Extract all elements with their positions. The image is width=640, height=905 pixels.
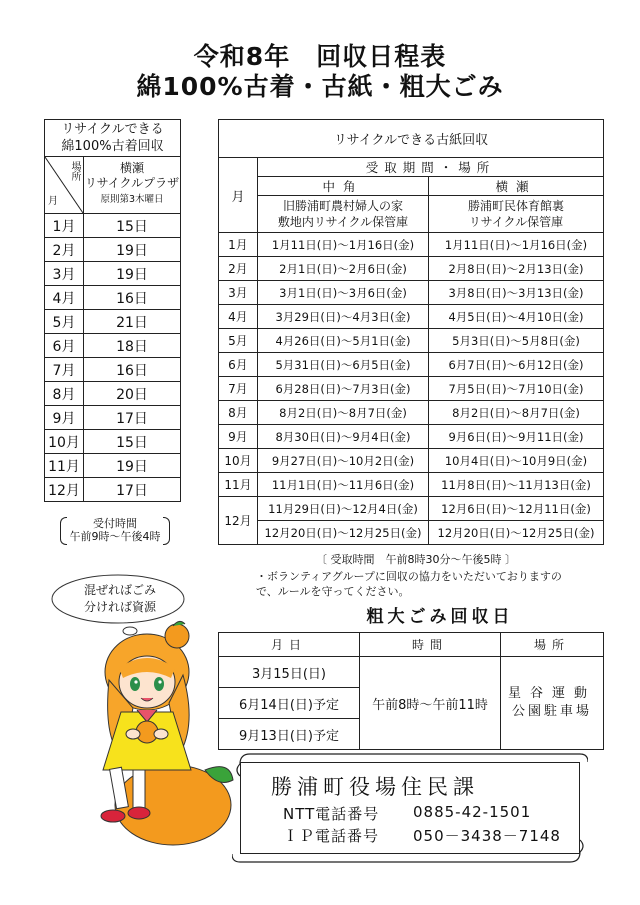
- cloth-corner-header: [45, 157, 84, 214]
- paper-row: [219, 401, 604, 425]
- paper-row: [219, 449, 604, 473]
- cloth-row: [45, 478, 181, 502]
- bubble-line-1: 混ぜればごみ: [83, 583, 156, 597]
- cloth-location-2: リサイクルプラザ: [84, 176, 180, 190]
- ip-number: 050－3438－7148: [413, 827, 561, 845]
- cloth-row: [45, 454, 181, 478]
- cloth-title-line-1: リサイクルできる: [61, 122, 164, 137]
- paper-month-dec: 12月: [219, 497, 258, 545]
- paper-range-nakatsuno: 2月1日(日)～2月6日(金): [258, 257, 429, 281]
- ip-label: ＩＰ電話番号: [283, 827, 380, 845]
- loc1-line-2: 敷地内リサイクル保管庫: [277, 215, 409, 229]
- paper-month: 8月: [219, 401, 258, 425]
- paper-range-nakatsuno: 4月26日(日)～5月1日(金): [258, 329, 429, 353]
- reception-hours: 午前9時～午後4時: [69, 530, 161, 543]
- paper-row: [219, 305, 604, 329]
- cloth-month: 9月: [45, 406, 84, 430]
- paper-month: 5月: [219, 329, 258, 353]
- bulky-place-line-1: 星谷運動: [507, 686, 596, 701]
- page-title: [0, 42, 640, 102]
- bulky-date-2: 6月14日(日)予定: [219, 688, 360, 719]
- paper-row: [219, 377, 604, 401]
- paper-range-yokose: 8月2日(日)～8月7日(金): [429, 401, 604, 425]
- paper-row: [219, 281, 604, 305]
- cloth-row: [45, 262, 181, 286]
- cloth-month: 5月: [45, 310, 84, 334]
- cloth-month: 12月: [45, 478, 84, 502]
- paper-rows: [219, 233, 604, 497]
- paper-month: 3月: [219, 281, 258, 305]
- cloth-month: 4月: [45, 286, 84, 310]
- cloth-row: [45, 310, 181, 334]
- paper-dec-range-b1: 12月6日(日)～12月11日(金): [429, 497, 604, 521]
- mandarin-mascot-icon: [85, 620, 235, 850]
- cloth-reception-time: [60, 517, 170, 543]
- cloth-day: 19日: [84, 238, 181, 262]
- cloth-day: 21日: [84, 310, 181, 334]
- cloth-month: 11月: [45, 454, 84, 478]
- loc2-line-2: リサイクル保管庫: [468, 215, 564, 229]
- cloth-row: [45, 358, 181, 382]
- cloth-rule: 原則第3木曜日: [100, 194, 164, 205]
- bracket-right: [163, 517, 170, 545]
- paper-row: [219, 329, 604, 353]
- cloth-month: 8月: [45, 382, 84, 406]
- paper-month: 2月: [219, 257, 258, 281]
- cloth-month: 6月: [45, 334, 84, 358]
- paper-month: 1月: [219, 233, 258, 257]
- bulky-date-1: 3月15日(日): [219, 657, 360, 688]
- cloth-day: 19日: [84, 262, 181, 286]
- title-line-1: 令和8年 回収日程表: [193, 42, 447, 71]
- paper-range-nakatsuno: 5月31日(日)～6月5日(金): [258, 353, 429, 377]
- paper-month-header: 月: [219, 158, 258, 233]
- bubble-line-2: 分ければ資源: [83, 600, 156, 614]
- cloth-table-title: [45, 120, 181, 157]
- cloth-day: 16日: [84, 286, 181, 310]
- note-line-2: で、ルールを守ってください。: [256, 585, 410, 598]
- bulky-date-3: 9月13日(日)予定: [219, 719, 360, 750]
- cloth-row: [45, 286, 181, 310]
- bulky-schedule-table: [218, 632, 604, 750]
- cloth-row: [45, 334, 181, 358]
- paper-range-nakatsuno: 1月11日(日)～1月16日(金): [258, 233, 429, 257]
- paper-range-nakatsuno: 11月1日(日)～11月6日(金): [258, 473, 429, 497]
- bulky-title: 粗大ごみ回収日: [366, 607, 514, 627]
- paper-range-yokose: 4月5日(日)～4月10日(金): [429, 305, 604, 329]
- paper-dec-range-b2: 12月20日(日)～12月25日(金): [429, 521, 604, 545]
- location-nakatsuno: [258, 196, 429, 233]
- bracket-left: [60, 517, 67, 545]
- bulky-col-date: 月日: [219, 633, 360, 657]
- bulky-place-line-2: 公園駐車場: [511, 704, 592, 719]
- paper-month: 10月: [219, 449, 258, 473]
- paper-schedule-table: [218, 119, 604, 545]
- cloth-day: 20日: [84, 382, 181, 406]
- paper-range-nakatsuno: 3月29日(日)～4月3日(金): [258, 305, 429, 329]
- paper-month: 7月: [219, 377, 258, 401]
- paper-range-nakatsuno: 6月28日(日)～7月3日(金): [258, 377, 429, 401]
- cloth-day: 19日: [84, 454, 181, 478]
- department-name: 勝浦町役場住民課: [271, 775, 479, 799]
- paper-reception-bracket: 〔 受取時間 午前8時30分～午後5時 〕: [316, 553, 516, 566]
- cloth-day: 15日: [84, 214, 181, 238]
- cloth-month: 3月: [45, 262, 84, 286]
- cloth-row: [45, 238, 181, 262]
- cloth-day: 17日: [84, 406, 181, 430]
- paper-row: [219, 353, 604, 377]
- volunteer-note: [256, 569, 596, 599]
- paper-range-yokose: 5月3日(日)～5月8日(金): [429, 329, 604, 353]
- paper-row: [219, 473, 604, 497]
- paper-row: [219, 233, 604, 257]
- reception-label: 受付時間: [93, 517, 137, 530]
- paper-dec-range-a1: 11月29日(日)～12月4日(金): [258, 497, 429, 521]
- paper-row: [219, 425, 604, 449]
- paper-range-yokose: 7月5日(日)～7月10日(金): [429, 377, 604, 401]
- cloth-month: 7月: [45, 358, 84, 382]
- location-yokose: [429, 196, 604, 233]
- cloth-row: [45, 382, 181, 406]
- cloth-location-1: 横瀬: [119, 161, 144, 175]
- paper-table-title: リサイクルできる古紙回収: [219, 120, 604, 158]
- cloth-title-line-2: 綿100%古着回収: [61, 139, 164, 154]
- ntt-number: 0885-42-1501: [413, 803, 532, 821]
- paper-range-yokose: 10月4日(日)～10月9日(金): [429, 449, 604, 473]
- cloth-row: [45, 406, 181, 430]
- paper-reception-time: 受取時間 午前8時30分～午後5時: [330, 553, 502, 566]
- paper-month: 11月: [219, 473, 258, 497]
- title-line-2: 綿100%古着・古紙・粗大ごみ: [136, 72, 504, 101]
- cloth-month: 1月: [45, 214, 84, 238]
- bulky-place: [501, 657, 604, 750]
- corner-place-label: 場所: [69, 161, 80, 181]
- paper-range-nakatsuno: 3月1日(日)～3月6日(金): [258, 281, 429, 305]
- place-nakatsuno: 中角: [258, 177, 429, 196]
- note-line-1: ・ボランティアグループに回収の協力をいただいておりますの: [256, 570, 562, 583]
- bulky-col-place: 場所: [501, 633, 604, 657]
- paper-row: [219, 257, 604, 281]
- cloth-day: 18日: [84, 334, 181, 358]
- paper-range-yokose: 11月8日(日)～11月13日(金): [429, 473, 604, 497]
- paper-reception-note: [256, 552, 596, 567]
- cloth-day: 15日: [84, 430, 181, 454]
- bulky-col-time: 時間: [360, 633, 501, 657]
- paper-range-yokose: 3月8日(日)～3月13日(金): [429, 281, 604, 305]
- paper-range-yokose: 2月8日(日)～2月13日(金): [429, 257, 604, 281]
- cloth-month: 2月: [45, 238, 84, 262]
- paper-range-yokose: 1月11日(日)～1月16日(金): [429, 233, 604, 257]
- cloth-month: 10月: [45, 430, 84, 454]
- bulky-time: 午前8時～午前11時: [360, 657, 501, 750]
- place-yokose: 横瀬: [429, 177, 604, 196]
- paper-dec-range-a2: 12月20日(日)～12月25日(金): [258, 521, 429, 545]
- paper-month: 9月: [219, 425, 258, 449]
- ntt-label: NTT電話番号: [283, 805, 380, 823]
- cloth-row: [45, 430, 181, 454]
- paper-month: 4月: [219, 305, 258, 329]
- cloth-day: 16日: [84, 358, 181, 382]
- cloth-rows: [45, 214, 181, 502]
- paper-range-nakatsuno: 9月27日(日)～10月2日(金): [258, 449, 429, 473]
- paper-month: 6月: [219, 353, 258, 377]
- bubble-text: [72, 582, 168, 616]
- scroll-curl-icon: [232, 752, 588, 864]
- paper-range-nakatsuno: 8月30日(日)～9月4日(金): [258, 425, 429, 449]
- loc1-line-1: 旧勝浦町農村婦人の家: [282, 199, 403, 213]
- paper-range-nakatsuno: 8月2日(日)～8月7日(金): [258, 401, 429, 425]
- corner-month-label: 月: [48, 196, 58, 207]
- paper-period-header: 受取期間・場所: [258, 158, 604, 177]
- cloth-row: [45, 214, 181, 238]
- paper-range-yokose: 9月6日(日)～9月11日(金): [429, 425, 604, 449]
- cloth-location-header: [84, 157, 181, 214]
- cloth-day: 17日: [84, 478, 181, 502]
- paper-range-yokose: 6月7日(日)～6月12日(金): [429, 353, 604, 377]
- loc2-line-1: 勝浦町民体育館裏: [467, 199, 564, 213]
- cloth-schedule-table: [44, 119, 181, 502]
